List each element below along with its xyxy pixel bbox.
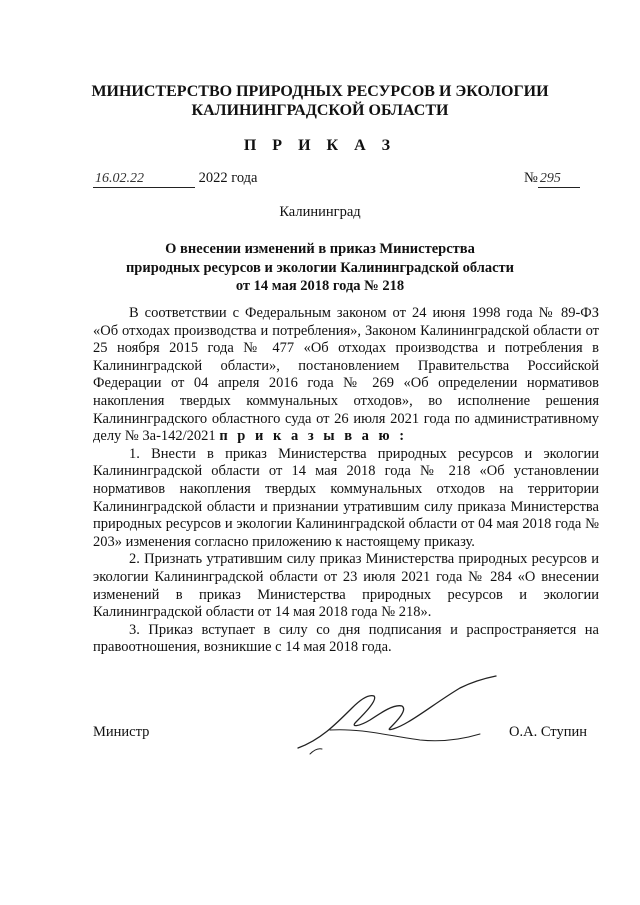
subject-line-2: природных ресурсов и экологии Калининградской области (125, 259, 515, 276)
order-word: п р и к а з ы в а ю : (219, 428, 408, 445)
handwritten-signature (290, 670, 510, 760)
ministry-header (0, 82, 640, 120)
subject-heading (0, 240, 640, 296)
ministry-line-2: КАЛИНИНГРАДСКОЙ ОБЛАСТИ (191, 102, 449, 119)
order-item-2: 2. Признать утратившим силу приказ Министерства природных ресурсов и экологии Калининградской области от 23 июля 2021 года № 284 «О внесении изменений в приказ Министерства природных ресурсов и экологии Калининградской области от 14 мая 2018 года № 218». (93, 551, 599, 621)
ministry-line-1: МИНИСТЕРСТВО ПРИРОДНЫХ РЕСУРСОВ И ЭКОЛОГИИ (91, 83, 549, 100)
order-item-1: 1. Внести в приказ Министерства природных ресурсов и экологии Калининградской области от 14 мая 2018 года № 218 «Об установлении нормативов накопления твердых коммунальных отходов на территории Калининградской области и признании утратившим силу приказа Министерства природных ресурсов и экологии Калининградской области от 04 мая 2018 года № 203» изменения согласно приложению к настоящему приказу. (93, 445, 599, 550)
subject-line-1: О внесении изменений в приказ Министерства (165, 241, 475, 257)
order-body (93, 305, 599, 657)
year-label: 2022 года (198, 170, 258, 186)
subject-line-3: от 14 мая 2018 года № 218 (235, 278, 405, 294)
signatory-name: О.А. Ступин (509, 724, 587, 740)
handwritten-date: 16.02.22 (93, 171, 195, 188)
document-type-title: П Р И К А З (243, 137, 397, 154)
number-line (524, 170, 580, 188)
preamble-paragraph (93, 305, 599, 446)
handwritten-number: 295 (538, 171, 580, 188)
signatory-position: Министр (93, 724, 150, 740)
order-item-3: 3. Приказ вступает в силу со дня подписания и распространяется на правоотношения, возникшие с 14 мая 2018 года. (93, 621, 599, 656)
number-prefix: № (524, 170, 538, 186)
date-line (93, 170, 257, 188)
city-name: Калининград (279, 204, 361, 220)
preamble-text: В соответствии с Федеральным законом от 24 июня 1998 года № 89-ФЗ «Об отходах производства и потребления», Законом Калининградской области от 25 ноября 2015 года № 477 «Об отходах производства и потребления в Калининградской области», постановлением Правительства Российской Федерации от 04 апреля 2016 года № 269 «Об определении нормативов накопления твердых коммунальных отходов», во исполнение решения Калининградского областного суда от 26 июля 2021 года по административному делу № 3а-142/2021 (93, 305, 599, 445)
